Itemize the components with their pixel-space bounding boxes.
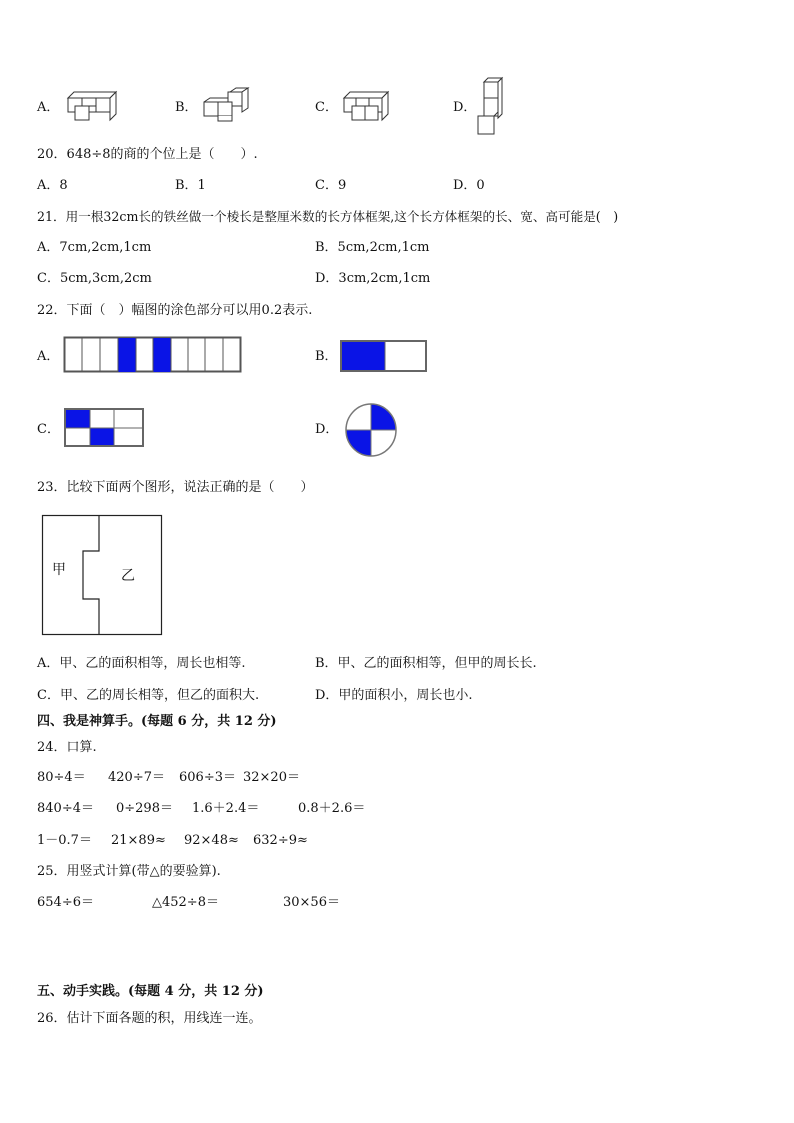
q21-option-c: C．5cm,3cm,2cm <box>37 271 152 286</box>
q22-option-d-label: D． <box>315 422 339 437</box>
q23-label-jia: 甲 <box>52 562 66 578</box>
q24-r3-c2: 21×89≈ <box>111 833 166 848</box>
q24-r3-c4: 632÷9≈ <box>253 833 308 848</box>
q23-option-a: A．甲、乙的面积相等，周长也相等. <box>37 656 246 671</box>
q21-option-a: A．7cm,2cm,1cm <box>37 240 152 255</box>
q20-option-d: D．0 <box>453 178 485 193</box>
q19-option-d-cube-figure <box>476 78 506 136</box>
q24-r1-c2: 420÷7＝ <box>108 770 165 785</box>
q24-question: 24．口算. <box>37 740 97 755</box>
q22-option-b-label: B． <box>315 349 338 364</box>
q19-option-a-cube-figure <box>62 92 120 122</box>
q24-r3-c1: 1－0.7＝ <box>37 833 92 848</box>
q25-item-1: 654÷6＝ <box>37 895 94 910</box>
q21-option-b: B．5cm,2cm,1cm <box>315 240 430 255</box>
q19-option-b-cube-figure <box>200 88 252 122</box>
q23-option-c: C．甲、乙的周长相等，但乙的面积大. <box>37 688 260 703</box>
q23-question: 23．比较下面两个图形，说法正确的是（ ） <box>37 480 314 495</box>
q22-question: 22．下面（ ）幅图的涂色部分可以用0.2表示. <box>37 303 313 318</box>
section-4-title: 四、我是神算手。(每题 6 分，共 12 分) <box>37 714 277 729</box>
q22-option-d-circle-figure <box>345 402 397 458</box>
q25-question: 25．用竖式计算(带△的要验算). <box>37 864 221 879</box>
q19-option-d-label: D． <box>453 100 477 115</box>
q22-option-b-bar-figure <box>340 340 428 374</box>
q22-option-c-grid-figure <box>64 408 146 448</box>
q20-option-c: C．9 <box>315 178 347 193</box>
q21-option-d: D．3cm,2cm,1cm <box>315 271 431 286</box>
q23-label-yi: 乙 <box>121 568 135 584</box>
q24-r2-c4: 0.8＋2.6＝ <box>298 801 366 816</box>
q24-r3-c3: 92×48≈ <box>184 833 239 848</box>
q22-option-a-strip-figure <box>64 337 244 373</box>
q24-r2-c1: 840÷4＝ <box>37 801 94 816</box>
q21-question: 21．用一根32cm长的铁丝做一个棱长是整厘米数的长方体框架,这个长方体框架的长、宽、高可能是( ) <box>37 209 619 224</box>
q26-question: 26．估计下面各题的积，用线连一连。 <box>37 1011 262 1026</box>
q23-option-d: D．甲的面积小，周长也小. <box>315 688 473 703</box>
q19-option-c-label: C． <box>315 100 338 115</box>
q22-option-c-label: C． <box>37 422 60 437</box>
q24-r1-c4: 32×20＝ <box>243 770 300 785</box>
q19-option-b-label: B． <box>175 100 198 115</box>
q22-option-a-label: A． <box>37 349 60 364</box>
q20-option-b: B．1 <box>175 178 206 193</box>
q25-item-2: △452÷8＝ <box>152 895 219 910</box>
q19-option-a-label: A． <box>37 100 60 115</box>
q23-option-b: B．甲、乙的面积相等，但甲的周长长. <box>315 656 537 671</box>
q24-r2-c3: 1.6＋2.4＝ <box>192 801 260 816</box>
q25-item-3: 30×56＝ <box>283 895 340 910</box>
q20-question: 20．648÷8的商的个位上是（ ）. <box>37 147 258 162</box>
q24-r1-c1: 80÷4＝ <box>37 770 86 785</box>
q24-r2-c2: 0÷298＝ <box>116 801 173 816</box>
q20-option-a: A．8 <box>37 178 68 193</box>
q24-r1-c3: 606÷3＝ <box>179 770 236 785</box>
section-5-title: 五、动手实践。(每题 4 分，共 12 分) <box>37 984 264 999</box>
q19-option-c-cube-figure <box>340 92 392 124</box>
